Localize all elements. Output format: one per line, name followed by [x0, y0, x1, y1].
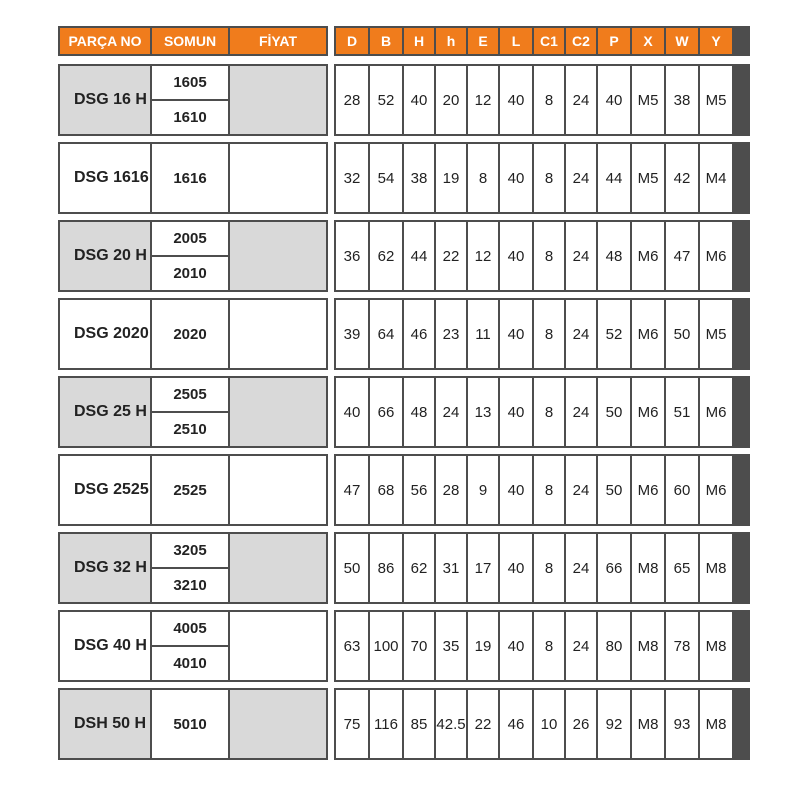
- price-cell: [230, 690, 326, 758]
- dim-p-value: 48: [598, 222, 630, 290]
- part-number: DSH 50 H: [60, 690, 150, 758]
- dim-b-value: 54: [370, 144, 402, 212]
- dim-l-value: 40: [500, 534, 532, 602]
- dim-l-value: 40: [500, 612, 532, 680]
- dim-w-value: 50: [666, 300, 698, 368]
- part-row: [58, 64, 328, 136]
- price-cell: [230, 378, 326, 446]
- nut-number: 3205: [152, 534, 228, 567]
- dim-d-value: 32: [336, 144, 368, 212]
- part-number: DSG 1616: [60, 144, 150, 212]
- dim-d-value: 39: [336, 300, 368, 368]
- header-col-h: h: [436, 28, 466, 54]
- dim-x-value: M6: [632, 456, 664, 524]
- nut-number: 1605: [152, 66, 228, 99]
- dim-x-value: M6: [632, 300, 664, 368]
- dim-e-value: 12: [468, 222, 498, 290]
- dim-y-value: M6: [700, 456, 732, 524]
- dim-x-value: M6: [632, 378, 664, 446]
- price-cell: [230, 534, 326, 602]
- price-cell: [230, 456, 326, 524]
- header-col-c1: C1: [534, 28, 564, 54]
- dim-c2-value: 24: [566, 300, 596, 368]
- dim-y-value: M6: [700, 378, 732, 446]
- dim-c2-value: 24: [566, 534, 596, 602]
- dimension-row: [334, 142, 750, 214]
- dim-c2-value: 24: [566, 612, 596, 680]
- dim-p-value: 40: [598, 66, 630, 134]
- nut-number: 2505: [152, 378, 228, 411]
- dim-h-value: 19: [436, 144, 466, 212]
- nut-number: 5010: [152, 690, 228, 758]
- dim-b-value: 116: [370, 690, 402, 758]
- dim-d-value: 28: [336, 66, 368, 134]
- dim-c1-value: 8: [534, 456, 564, 524]
- part-row: [58, 220, 328, 292]
- dim-w-value: 47: [666, 222, 698, 290]
- dim-w-value: 42: [666, 144, 698, 212]
- dim-d-value: 63: [336, 612, 368, 680]
- dim-l-value: 40: [500, 222, 532, 290]
- nut-number: 2005: [152, 222, 228, 255]
- dim-x-value: M6: [632, 222, 664, 290]
- dim-c2-value: 26: [566, 690, 596, 758]
- dim-h-value: 31: [436, 534, 466, 602]
- header-col-x: X: [632, 28, 664, 54]
- dim-c1-value: 10: [534, 690, 564, 758]
- price-cell: [230, 612, 326, 680]
- price-cell: [230, 300, 326, 368]
- dim-e-value: 8: [468, 144, 498, 212]
- dim-x-value: M8: [632, 690, 664, 758]
- dim-c2-value: 24: [566, 456, 596, 524]
- dim-l-value: 46: [500, 690, 532, 758]
- dim-c1-value: 8: [534, 612, 564, 680]
- price-cell: [230, 66, 326, 134]
- dim-w-value: 51: [666, 378, 698, 446]
- dim-y-value: M5: [700, 300, 732, 368]
- header-col-e: E: [468, 28, 498, 54]
- part-number: DSG 2525: [60, 456, 150, 524]
- header-col-d: D: [336, 28, 368, 54]
- dimension-table-header: [334, 26, 750, 56]
- dim-l-value: 40: [500, 144, 532, 212]
- dim-l-value: 40: [500, 300, 532, 368]
- dim-h-value: 46: [404, 300, 434, 368]
- dim-x-value: M5: [632, 144, 664, 212]
- dim-l-value: 40: [500, 66, 532, 134]
- dim-y-value: M8: [700, 690, 732, 758]
- header-somun: SOMUN: [152, 28, 228, 54]
- header-col-p: P: [598, 28, 630, 54]
- dim-e-value: 13: [468, 378, 498, 446]
- nut-cell: [152, 222, 228, 290]
- dim-x-value: M5: [632, 66, 664, 134]
- dim-b-value: 100: [370, 612, 402, 680]
- nut-number: 4005: [152, 612, 228, 645]
- part-number: DSG 40 H: [60, 612, 150, 680]
- nut-number: 2020: [152, 300, 228, 368]
- dim-b-value: 86: [370, 534, 402, 602]
- dim-e-value: 22: [468, 690, 498, 758]
- dim-l-value: 40: [500, 456, 532, 524]
- dim-d-value: 75: [336, 690, 368, 758]
- dim-c2-value: 24: [566, 378, 596, 446]
- part-row: [58, 298, 328, 370]
- part-row: [58, 610, 328, 682]
- dim-h-value: 48: [404, 378, 434, 446]
- dim-y-value: M5: [700, 66, 732, 134]
- dim-e-value: 11: [468, 300, 498, 368]
- dim-w-value: 60: [666, 456, 698, 524]
- dim-e-value: 17: [468, 534, 498, 602]
- dim-d-value: 40: [336, 378, 368, 446]
- dim-h-value: 85: [404, 690, 434, 758]
- dim-b-value: 52: [370, 66, 402, 134]
- price-cell: [230, 222, 326, 290]
- dim-w-value: 65: [666, 534, 698, 602]
- dim-h-value: 35: [436, 612, 466, 680]
- part-table-header: [58, 26, 328, 56]
- part-row: [58, 376, 328, 448]
- dim-y-value: M8: [700, 612, 732, 680]
- dim-y-value: M4: [700, 144, 732, 212]
- dim-h-value: 23: [436, 300, 466, 368]
- header-part-no: PARÇA NO: [60, 28, 150, 54]
- part-number: DSG 2020: [60, 300, 150, 368]
- header-col-b: B: [370, 28, 402, 54]
- dim-d-value: 50: [336, 534, 368, 602]
- dim-h-value: 56: [404, 456, 434, 524]
- dim-h-value: 62: [404, 534, 434, 602]
- part-table: [58, 26, 328, 766]
- dim-b-value: 66: [370, 378, 402, 446]
- dim-c1-value: 8: [534, 378, 564, 446]
- nut-number: 2510: [152, 413, 228, 446]
- dim-h-value: 22: [436, 222, 466, 290]
- dim-b-value: 68: [370, 456, 402, 524]
- dim-c1-value: 8: [534, 300, 564, 368]
- dim-h-value: 70: [404, 612, 434, 680]
- dim-e-value: 12: [468, 66, 498, 134]
- dimension-row: [334, 64, 750, 136]
- nut-cell: [152, 66, 228, 134]
- dim-h-value: 24: [436, 378, 466, 446]
- dim-e-value: 9: [468, 456, 498, 524]
- dim-h-value: 38: [404, 144, 434, 212]
- dim-e-value: 19: [468, 612, 498, 680]
- dim-c1-value: 8: [534, 144, 564, 212]
- nut-number: 1610: [152, 101, 228, 134]
- dim-c2-value: 24: [566, 144, 596, 212]
- dimension-row: [334, 454, 750, 526]
- part-row: [58, 454, 328, 526]
- header-price: FİYAT: [230, 28, 326, 54]
- dim-b-value: 62: [370, 222, 402, 290]
- part-number: DSG 16 H: [60, 66, 150, 134]
- dim-y-value: M8: [700, 534, 732, 602]
- dim-w-value: 78: [666, 612, 698, 680]
- dim-c2-value: 24: [566, 222, 596, 290]
- dim-w-value: 38: [666, 66, 698, 134]
- dim-c1-value: 8: [534, 534, 564, 602]
- nut-cell: [152, 378, 228, 446]
- dim-x-value: M8: [632, 612, 664, 680]
- dim-p-value: 50: [598, 456, 630, 524]
- dim-h-value: 42.5: [436, 690, 466, 758]
- dimension-row: [334, 532, 750, 604]
- dimension-row: [334, 220, 750, 292]
- dim-p-value: 50: [598, 378, 630, 446]
- dim-d-value: 36: [336, 222, 368, 290]
- dimension-row: [334, 610, 750, 682]
- header-col-c2: C2: [566, 28, 596, 54]
- dim-p-value: 92: [598, 690, 630, 758]
- dim-d-value: 47: [336, 456, 368, 524]
- dim-w-value: 93: [666, 690, 698, 758]
- nut-number: 3210: [152, 569, 228, 602]
- nut-number: 2010: [152, 257, 228, 290]
- dim-y-value: M6: [700, 222, 732, 290]
- header-col-l: L: [500, 28, 532, 54]
- dim-c1-value: 8: [534, 66, 564, 134]
- dim-p-value: 80: [598, 612, 630, 680]
- dimension-row: [334, 376, 750, 448]
- nut-number: 4010: [152, 647, 228, 680]
- dimension-table: [334, 26, 750, 766]
- part-row: [58, 688, 328, 760]
- dim-h-value: 28: [436, 456, 466, 524]
- dim-p-value: 66: [598, 534, 630, 602]
- dim-h-value: 20: [436, 66, 466, 134]
- dim-l-value: 40: [500, 378, 532, 446]
- header-col-w: W: [666, 28, 698, 54]
- dim-b-value: 64: [370, 300, 402, 368]
- nut-number: 1616: [152, 144, 228, 212]
- header-col-y: Y: [700, 28, 732, 54]
- part-number: DSG 32 H: [60, 534, 150, 602]
- dim-p-value: 52: [598, 300, 630, 368]
- nut-cell: [152, 534, 228, 602]
- dim-p-value: 44: [598, 144, 630, 212]
- header-col-h: H: [404, 28, 434, 54]
- part-number: DSG 25 H: [60, 378, 150, 446]
- dim-h-value: 44: [404, 222, 434, 290]
- part-row: [58, 142, 328, 214]
- dim-x-value: M8: [632, 534, 664, 602]
- nut-number: 2525: [152, 456, 228, 524]
- nut-cell: [152, 612, 228, 680]
- dimension-row: [334, 298, 750, 370]
- dimension-row: [334, 688, 750, 760]
- part-number: DSG 20 H: [60, 222, 150, 290]
- dim-c2-value: 24: [566, 66, 596, 134]
- dim-c1-value: 8: [534, 222, 564, 290]
- price-cell: [230, 144, 326, 212]
- dim-h-value: 40: [404, 66, 434, 134]
- part-row: [58, 532, 328, 604]
